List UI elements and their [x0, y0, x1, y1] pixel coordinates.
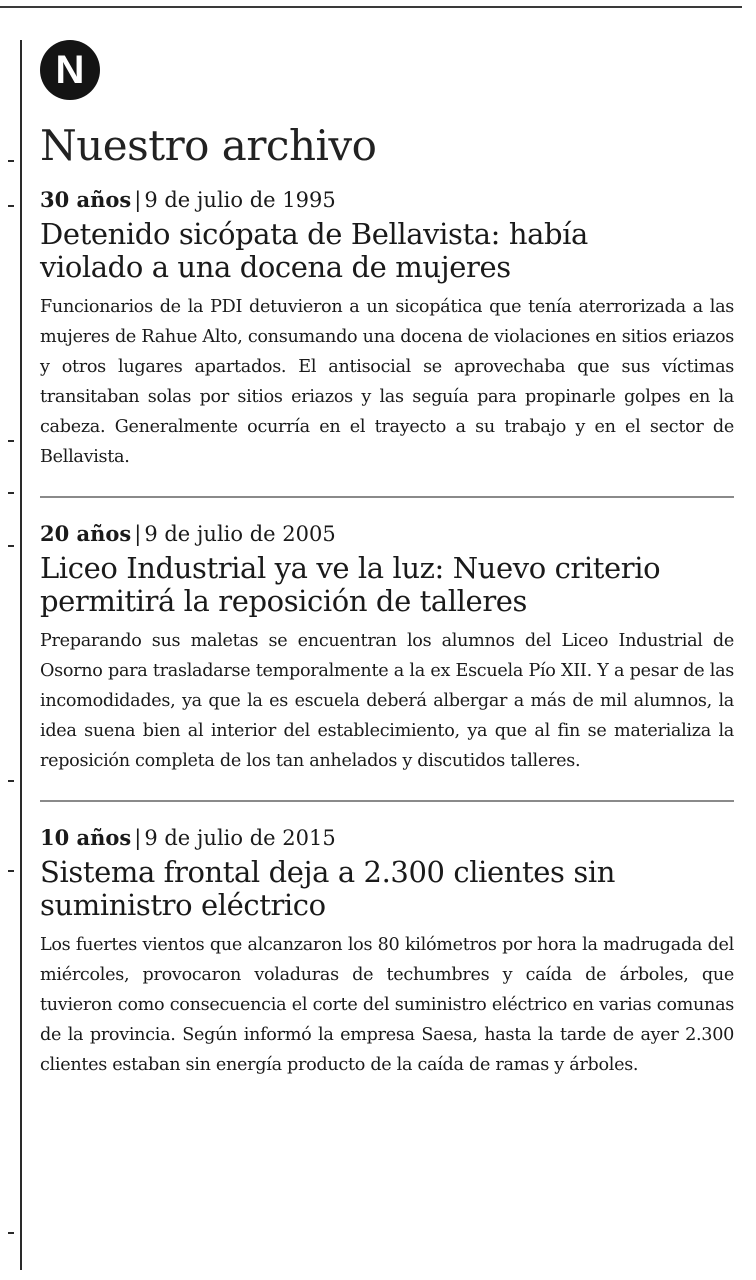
article-10-years — [40, 800, 734, 1080]
fragment-mark — [8, 545, 14, 547]
article-body: Los fuertes vientos que alcanzaron los 80 kilómetros por hora la madrugada del miércoles, provocaron voladuras de techumbres y caída de árboles, que tuvieron como consecuencia el corte del suministro eléctrico en varias comunas de la provincia. Según informó la empresa Saesa, hasta la tarde de ayer 2.300 clientes estaban sin energía producto de la caída de ramas y árboles. — [40, 935, 734, 1075]
years-ago: 20 años — [40, 521, 132, 546]
archive-section — [40, 40, 734, 1080]
article-body: Preparando sus maletas se encuentran los alumnos del Liceo Industrial de Osorno para trasladarse temporalmente a la ex Escuela Pío XII. Y a pesar de las incomodidades, ya que la es escuela deberá albergar a más de mil alumnos, la idea suena bien al interior del establecimiento, ya que al fin se materializa la reposición completa de los tan anhelados y discutidos talleres. — [40, 631, 734, 771]
section-title: Nuestro archivo — [40, 121, 377, 170]
column-divider — [20, 40, 22, 1270]
article-headline: Liceo Industrial ya ve la luz: Nuevo criterio permitirá la reposición de talleres — [40, 551, 661, 618]
article-date: 9 de julio de 1995 — [144, 188, 336, 212]
article-30-years — [40, 186, 734, 472]
article-body: Funcionarios de la PDI detuvieron a un sicopática que tenía aterrorizada a las mujeres de Rahue Alto, consumando una docena de violaciones en sitios eriazos y otros lugares apartados. El antisocial se aprovechaba que sus víctimas transitaban solas por sitios eriazos y las seguía para propinarle golpes en la cabeza. Generalmente ocurría en el trayecto a su trabajo y en el sector de Bellavista. — [40, 297, 734, 467]
kicker-separator: | — [134, 522, 142, 546]
fragment-mark — [8, 205, 14, 207]
article-headline: Detenido sicópata de Bellavista: había violado a una docena de mujeres — [40, 217, 588, 284]
top-rule — [0, 6, 742, 8]
years-ago: 30 años — [40, 187, 132, 212]
fragment-mark — [8, 440, 14, 442]
article-20-years — [40, 496, 734, 776]
section-logo: N — [40, 40, 100, 100]
fragment-mark — [8, 780, 14, 782]
fragment-mark — [8, 870, 14, 872]
article-kicker — [40, 824, 734, 852]
article-kicker — [40, 520, 734, 548]
fragment-mark — [8, 492, 14, 494]
fragment-mark — [8, 160, 14, 162]
kicker-separator: | — [134, 826, 142, 850]
article-kicker — [40, 186, 734, 214]
article-date: 9 de julio de 2015 — [144, 826, 336, 850]
kicker-separator: | — [134, 188, 142, 212]
fragment-mark — [8, 1232, 14, 1234]
article-headline: Sistema frontal deja a 2.300 clientes sin suministro eléctrico — [40, 855, 615, 922]
years-ago: 10 años — [40, 825, 132, 850]
article-date: 9 de julio de 2005 — [144, 522, 336, 546]
